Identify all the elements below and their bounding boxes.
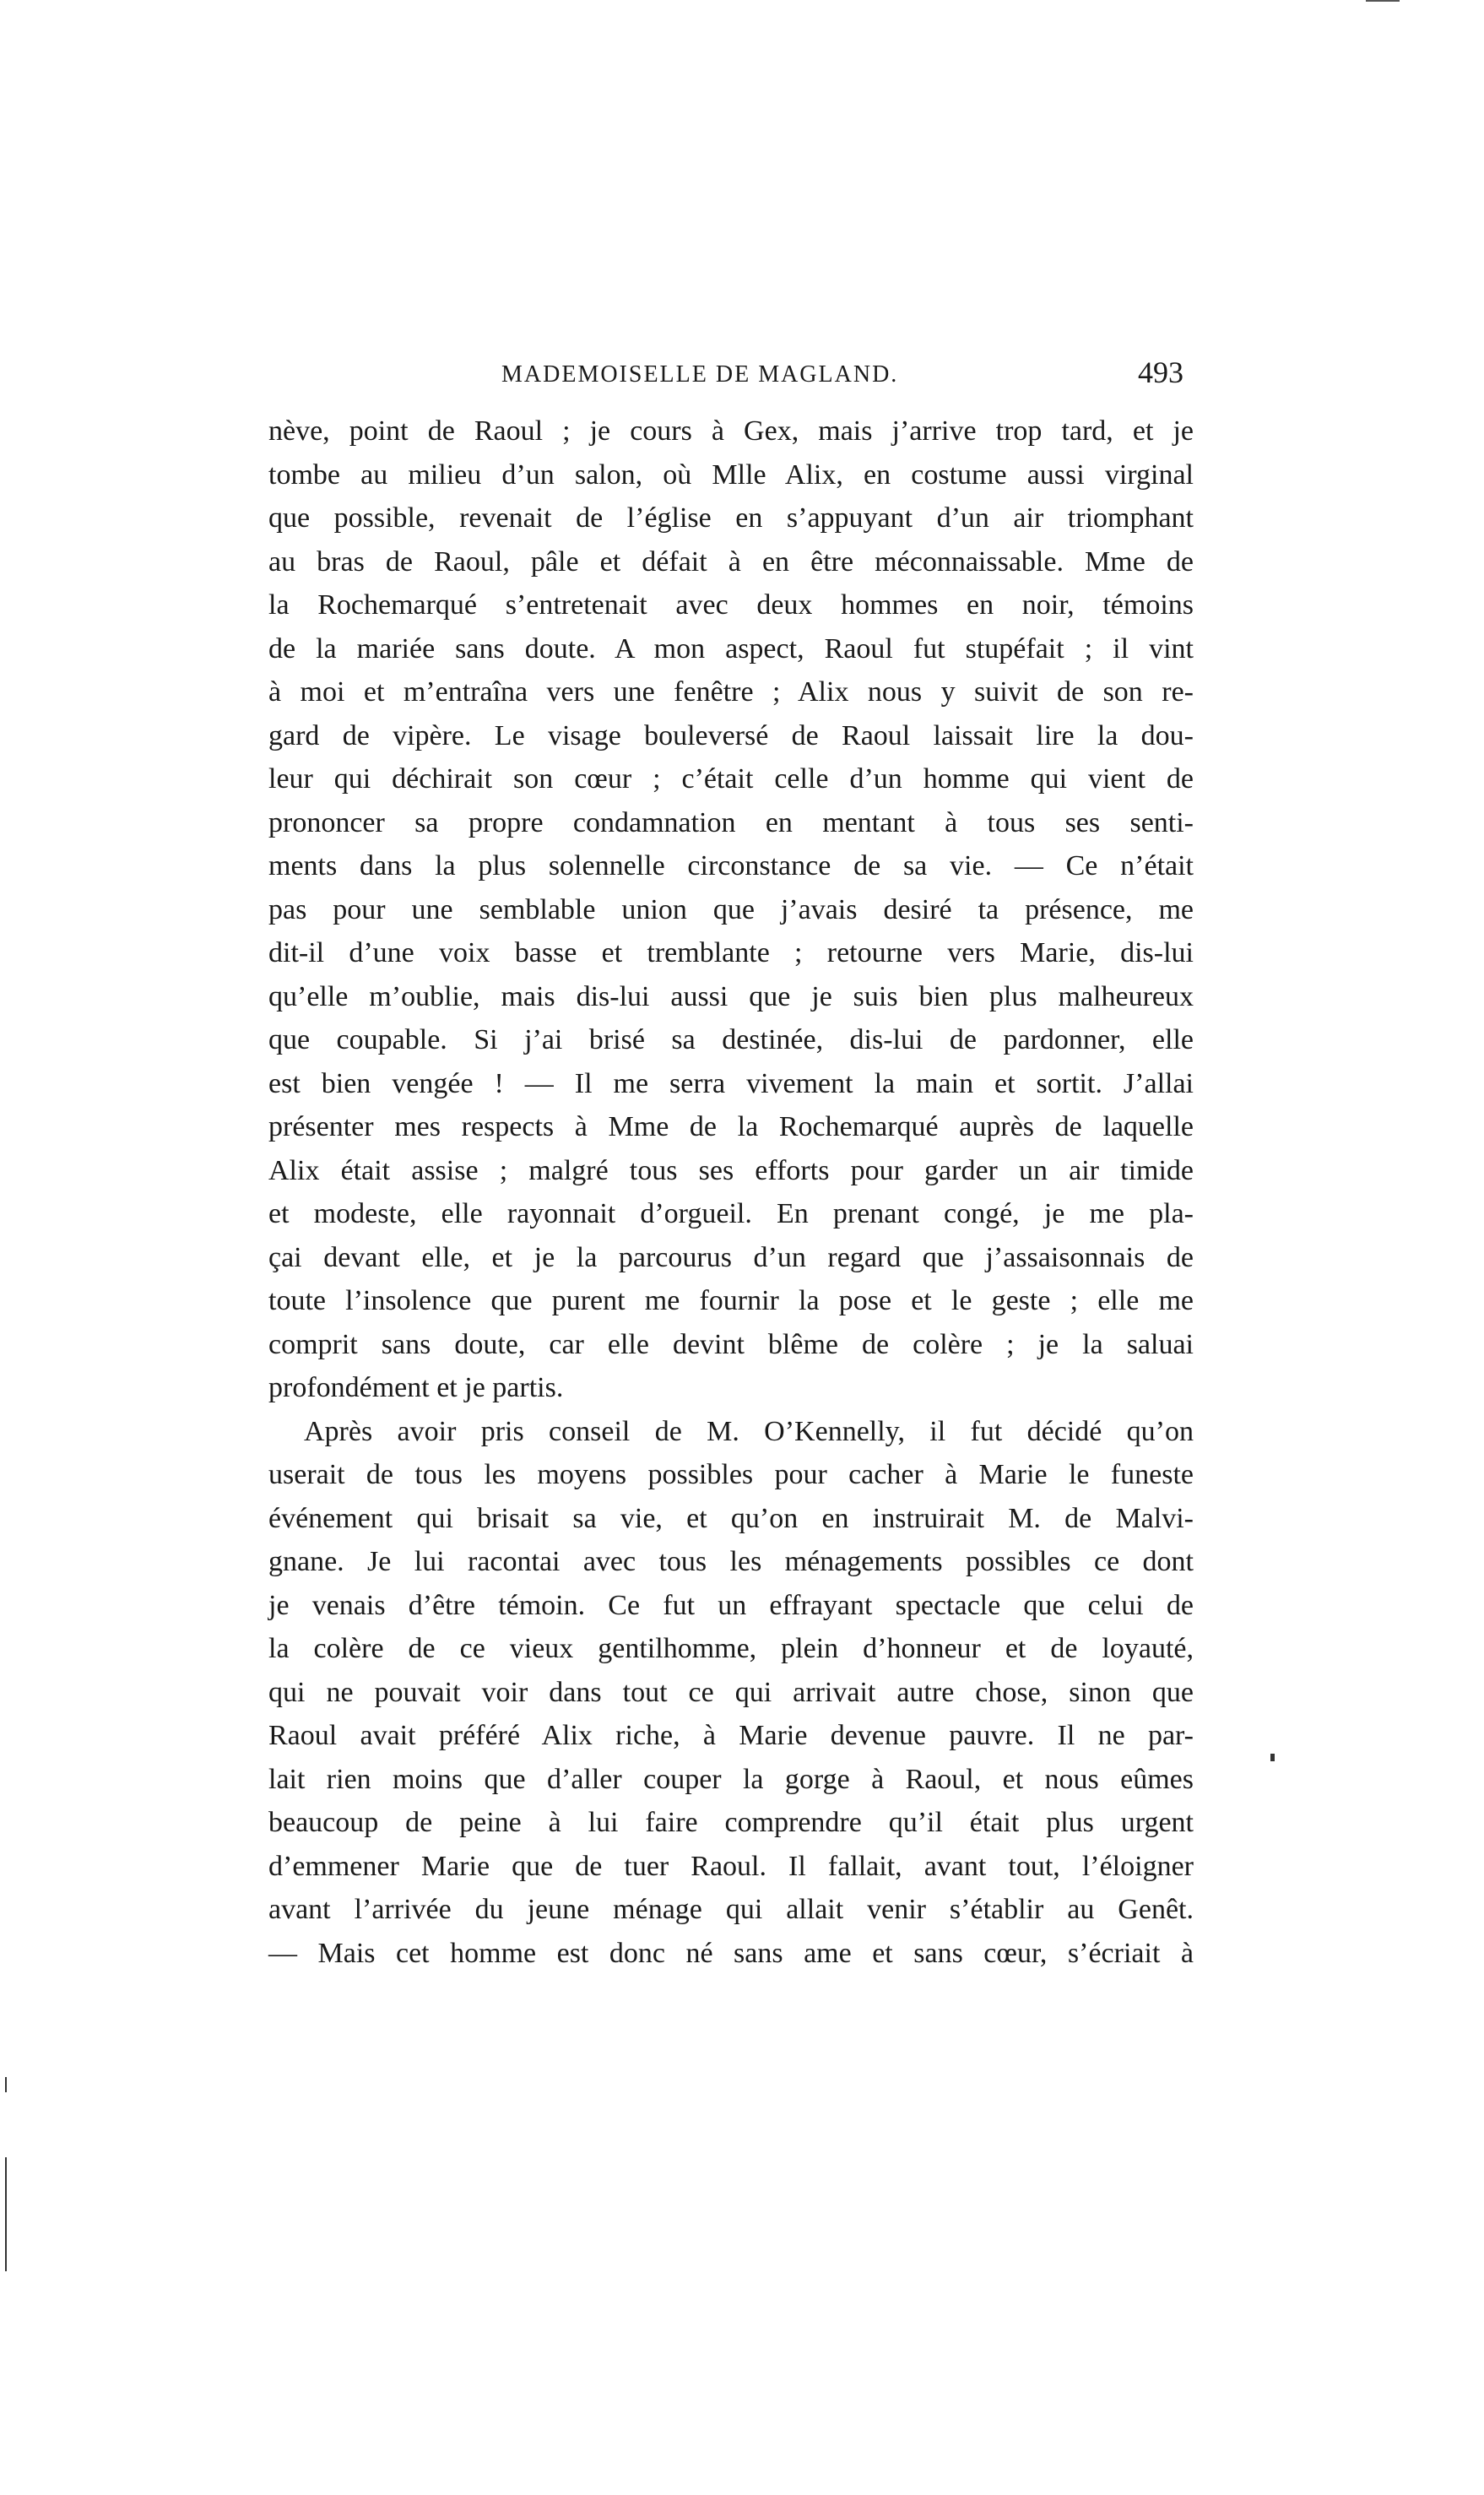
text-line: prononcer sa propre condamnation en mentant à tous ses senti- [268,806,1194,838]
running-title: MADEMOISELLE DE MAGLAND. [501,361,899,388]
text-line: gnane. Je lui racontai avec tous les ménagements possibles ce dont [268,1546,1194,1577]
text-line: que possible, revenait de l’église en s’appuyant d’un air triomphant [268,502,1194,534]
page-number: 493 [1138,355,1183,389]
scan-artifact-top [1366,0,1400,2]
body-text [268,410,1194,1975]
text-line: — Mais cet homme est donc né sans ame et sans cœur, s’écriait à [268,1937,1194,1969]
text-line: présenter mes respects à Mme de la Rochemarqué auprès de laquelle [268,1111,1194,1142]
paragraph-end-line: profondément et je partis. [268,1372,564,1403]
margin-rule [5,2157,7,2271]
text-line: gard de vipère. Le visage bouleversé de Raoul laissait lire la dou- [268,719,1194,751]
text-line: leur qui déchirait son cœur ; c’était celle d’un homme qui vient de [268,763,1194,795]
text-line: beaucoup de peine à lui faire comprendre qu’il était plus urgent [268,1807,1194,1838]
text-line: dit-il d’une voix basse et tremblante ; retourne vers Marie, dis-lui [268,937,1194,968]
text-line: ments dans la plus solennelle circonstance de sa vie. — Ce n’était [268,850,1194,881]
text-line: Raoul avait préféré Alix riche, à Marie devenue pauvre. Il ne par- [268,1720,1194,1751]
paragraph-start-line: Après avoir pris conseil de M. O’Kennelly, il fut décidé qu’on [304,1415,1194,1447]
text-line: est bien vengée ! — Il me serra vivement la main et sortit. J’allai [268,1067,1194,1099]
text-line: nève, point de Raoul ; je cours à Gex, mais j’arrive trop tard, et je [268,415,1194,447]
text-line: la Rochemarqué s’entretenait avec deux hommes en noir, témoins [268,589,1194,621]
text-line: pas pour une semblable union que j’avais desiré ta présence, me [268,893,1194,925]
text-line: la colère de ce vieux gentilhomme, plein d’honneur et de loyauté, [268,1633,1194,1664]
text-line: qui ne pouvait voir dans tout ce qui arrivait autre chose, sinon que [268,1676,1194,1708]
text-line: tombe au milieu d’un salon, où Mlle Alix, en costume aussi virginal [268,458,1194,491]
text-line: de la mariée sans doute. A mon aspect, Raoul fut stupéfait ; il vint [268,632,1194,664]
text-line: lait rien moins que d’aller couper la gorge à Raoul, et nous eûmes [268,1763,1194,1795]
text-line: et modeste, elle rayonnait d’orgueil. En prenant congé, je me pla- [268,1198,1194,1229]
text-line: au bras de Raoul, pâle et défait à en être méconnaissable. Mme de [268,545,1194,578]
text-line: Alix était assise ; malgré tous ses efforts pour garder un air timide [268,1154,1194,1186]
text-line: toute l’insolence que purent me fournir la pose et le geste ; elle me [268,1285,1194,1316]
text-line: userait de tous les moyens possibles pour cacher à Marie le funeste [268,1459,1194,1490]
text-line: qu’elle m’oublie, mais dis-lui aussi que je suis bien plus malheureux [268,980,1194,1012]
text-line: à moi et m’entraîna vers une fenêtre ; Alix nous y suivit de son re- [268,676,1194,708]
text-line: comprit sans doute, car elle devint blême de colère ; je la saluai [268,1328,1194,1360]
margin-speck [5,2077,7,2092]
text-line: d’emmener Marie que de tuer Raoul. Il fallait, avant tout, l’éloigner [268,1850,1194,1882]
text-line: je venais d’être témoin. Ce fut un effrayant spectacle que celui de [268,1589,1194,1621]
text-line: çai devant elle, et je la parcourus d’un regard que j’assaisonnais de [268,1241,1194,1273]
text-line: événement qui brisait sa vie, et qu’on en instruirait M. de Malvi- [268,1502,1194,1534]
text-line: avant l’arrivée du jeune ménage qui allait venir s’établir au Genêt. [268,1894,1194,1925]
page-header [268,355,1194,405]
text-line: que coupable. Si j’ai brisé sa destinée, dis-lui de pardonner, elle [268,1024,1194,1055]
margin-tick [1270,1754,1275,1761]
